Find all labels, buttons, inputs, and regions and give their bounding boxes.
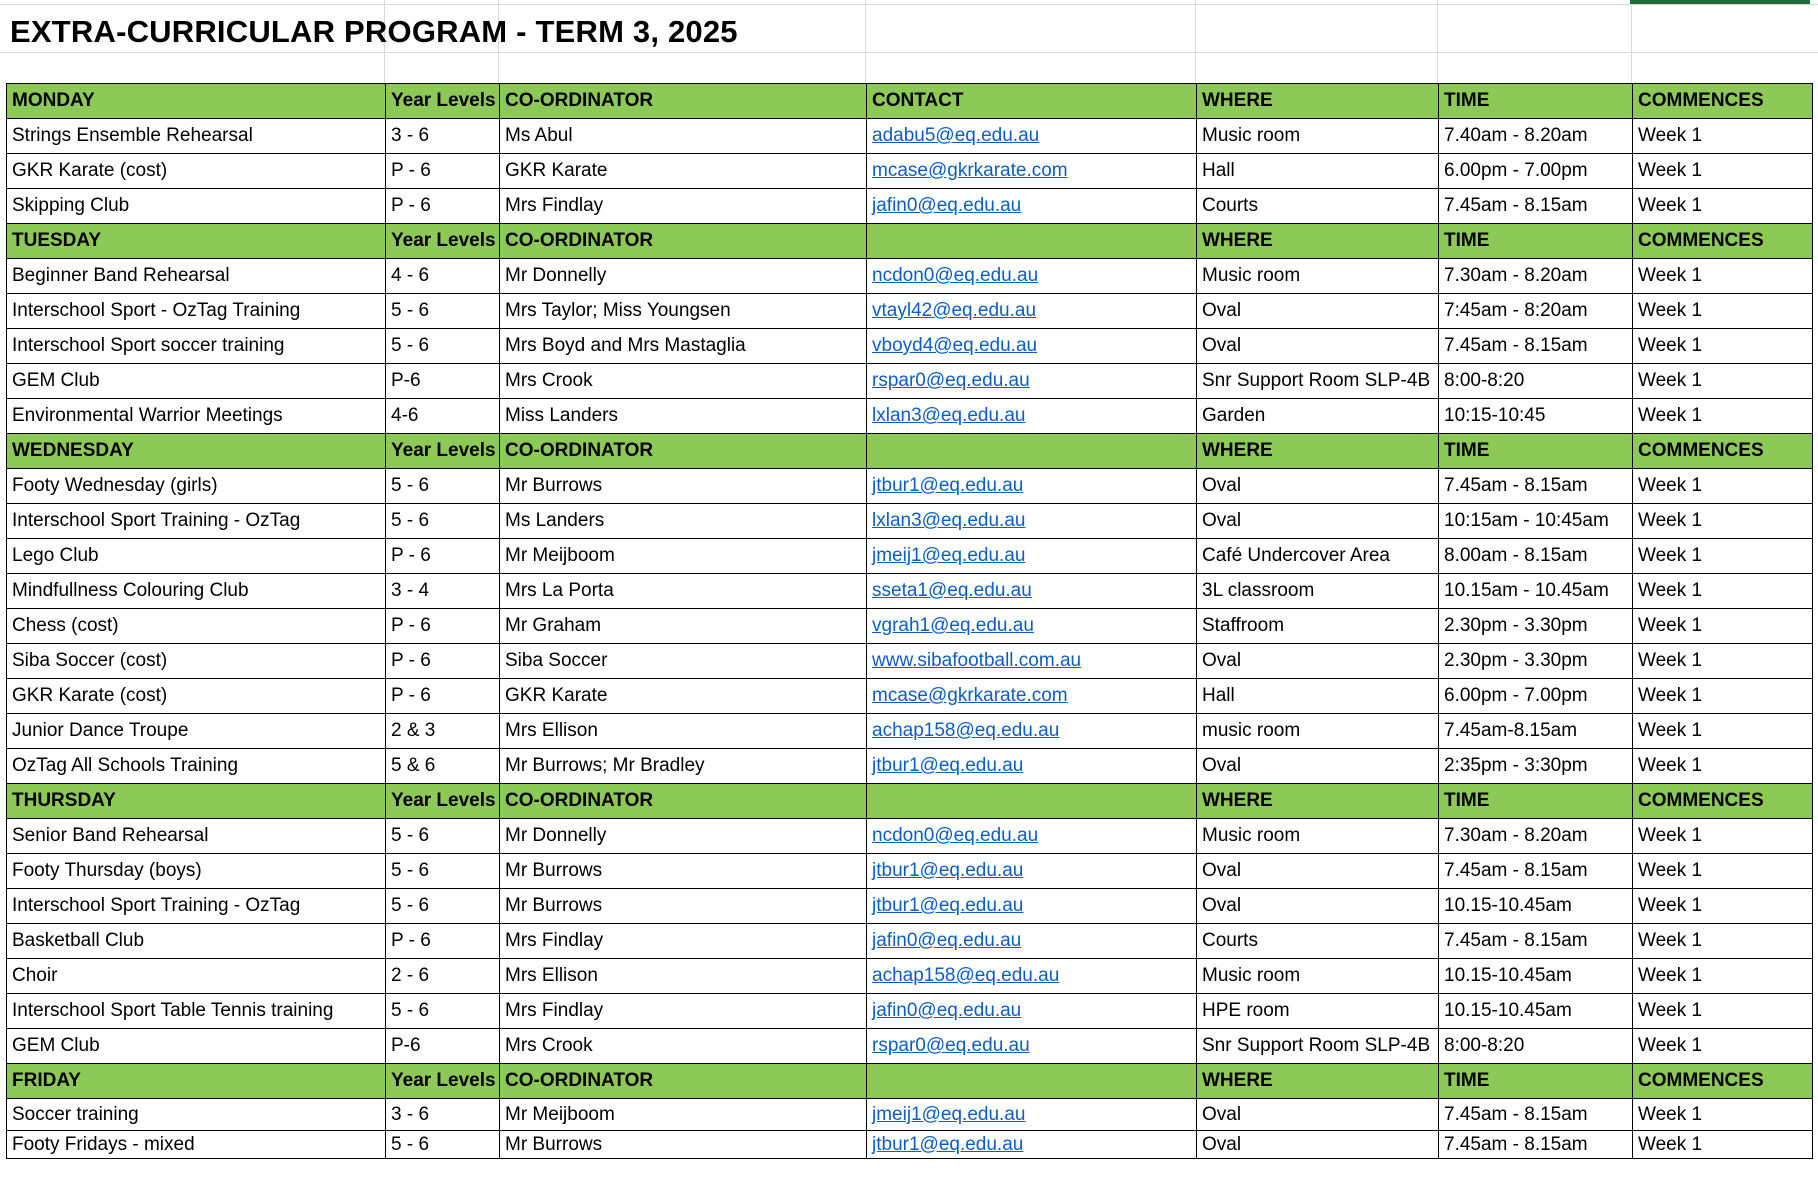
cell-year-levels[interactable]: 4 - 6 [386, 259, 500, 294]
table-row [7, 1029, 1813, 1064]
cell-year-levels[interactable]: P-6 [386, 1029, 500, 1064]
table-row [7, 959, 1813, 994]
header-cell-time[interactable]: TIME [1439, 1064, 1633, 1099]
cell-activity[interactable]: Footy Fridays - mixed [7, 1131, 386, 1159]
cell-where[interactable]: Oval [1197, 889, 1439, 924]
cell-where[interactable]: Oval [1197, 329, 1439, 364]
cell-commences[interactable]: Week 1 [1633, 644, 1813, 679]
cell-coordinator[interactable]: Mrs Crook [500, 364, 867, 399]
cell-time[interactable]: 7:45am - 8:20am [1439, 294, 1633, 329]
cell-commences[interactable]: Week 1 [1633, 819, 1813, 854]
cell-time[interactable]: 7.45am-8.15am [1439, 714, 1633, 749]
header-cell-commences[interactable]: COMMENCES [1633, 1064, 1813, 1099]
cell-where[interactable]: HPE room [1197, 994, 1439, 1029]
program-table [6, 83, 1813, 1159]
table-row [7, 609, 1813, 644]
cell-where[interactable]: music room [1197, 714, 1439, 749]
header-cell-where[interactable]: WHERE [1197, 784, 1439, 819]
cell-activity[interactable]: Basketball Club [7, 924, 386, 959]
cell-coordinator[interactable]: Mr Burrows [500, 854, 867, 889]
cell-time[interactable]: 7.45am - 8.15am [1439, 924, 1633, 959]
cell-where[interactable]: Music room [1197, 259, 1439, 294]
table-row [7, 889, 1813, 924]
cell-coordinator[interactable]: Mr Meijboom [500, 1099, 867, 1131]
cell-commences[interactable]: Week 1 [1633, 329, 1813, 364]
cell-coordinator[interactable]: Mr Meijboom [500, 539, 867, 574]
cell-coordinator[interactable]: Mrs Findlay [500, 924, 867, 959]
cell-coordinator[interactable]: Mr Burrows [500, 889, 867, 924]
table-row [7, 679, 1813, 714]
section-header-row [7, 1064, 1813, 1099]
cell-time[interactable]: 7.45am - 8.15am [1439, 854, 1633, 889]
table-row [7, 329, 1813, 364]
cell-where[interactable]: Music room [1197, 959, 1439, 994]
cell-commences[interactable]: Week 1 [1633, 504, 1813, 539]
cell-time[interactable]: 6.00pm - 7.00pm [1439, 679, 1633, 714]
cell-where[interactable]: Oval [1197, 1131, 1439, 1159]
cell-commences[interactable]: Week 1 [1633, 364, 1813, 399]
contact-link[interactable]: jmeij1@eq.edu.au [872, 1103, 1026, 1125]
cell-contact[interactable] [867, 329, 1197, 364]
cell-activity[interactable]: Interschool Sport Training - OzTag [7, 504, 386, 539]
cell-commences[interactable]: Week 1 [1633, 399, 1813, 434]
cell-commences[interactable]: Week 1 [1633, 1029, 1813, 1064]
cell-time[interactable]: 7.40am - 8.20am [1439, 119, 1633, 154]
contact-link[interactable]: jafin0@eq.edu.au [872, 930, 1022, 951]
contact-link[interactable]: jtbur1@eq.edu.au [872, 895, 1024, 916]
cell-commences[interactable]: Week 1 [1633, 1131, 1813, 1159]
cell-where[interactable]: Hall [1197, 679, 1439, 714]
contact-link[interactable]: sseta1@eq.edu.au [872, 580, 1032, 601]
contact-link[interactable]: jmeij1@eq.edu.au [872, 545, 1026, 566]
header-cell-year-levels[interactable]: Year Levels [386, 784, 500, 819]
cell-coordinator[interactable]: Siba Soccer [500, 644, 867, 679]
contact-link[interactable]: jafin0@eq.edu.au [872, 195, 1022, 216]
cell-contact[interactable] [867, 679, 1197, 714]
cell-activity[interactable]: GKR Karate (cost) [7, 679, 386, 714]
cell-coordinator[interactable]: Mr Graham [500, 609, 867, 644]
cell-year-levels[interactable]: 2 & 3 [386, 714, 500, 749]
cell-time[interactable]: 10:15am - 10:45am [1439, 504, 1633, 539]
cell-time[interactable]: 10.15-10.45am [1439, 889, 1633, 924]
table-row [7, 399, 1813, 434]
cell-activity[interactable]: Interschool Sport Training - OzTag [7, 889, 386, 924]
cell-where[interactable]: Oval [1197, 504, 1439, 539]
table-row [7, 714, 1813, 749]
cell-commences[interactable]: Week 1 [1633, 189, 1813, 224]
cell-activity[interactable]: GKR Karate (cost) [7, 154, 386, 189]
cell-activity[interactable]: Soccer training [7, 1099, 386, 1131]
header-cell-contact[interactable] [867, 434, 1197, 469]
cell-coordinator[interactable]: Mrs Findlay [500, 994, 867, 1029]
header-cell-contact[interactable] [867, 224, 1197, 259]
cell-activity[interactable]: Beginner Band Rehearsal [7, 259, 386, 294]
contact-link[interactable]: www.sibafootball.com.au [872, 650, 1082, 671]
cell-where[interactable]: Staffroom [1197, 609, 1439, 644]
cell-contact[interactable] [867, 504, 1197, 539]
header-cell-coordinator[interactable]: CO-ORDINATOR [500, 84, 867, 119]
cell-year-levels[interactable]: P - 6 [386, 609, 500, 644]
cell-year-levels[interactable]: 5 - 6 [386, 294, 500, 329]
cell-where[interactable]: Music room [1197, 119, 1439, 154]
cell-activity[interactable]: Environmental Warrior Meetings [7, 399, 386, 434]
cell-activity[interactable]: Interschool Sport - OzTag Training [7, 294, 386, 329]
section-header-row [7, 84, 1813, 119]
cell-commences[interactable]: Week 1 [1633, 259, 1813, 294]
cell-contact[interactable] [867, 539, 1197, 574]
cell-contact[interactable] [867, 609, 1197, 644]
contact-link[interactable]: vtayl42@eq.edu.au [872, 300, 1037, 321]
cell-time[interactable]: 7.30am - 8.20am [1439, 259, 1633, 294]
cell-time[interactable]: 7.45am - 8.15am [1439, 329, 1633, 364]
contact-link[interactable]: jtbur1@eq.edu.au [872, 755, 1024, 776]
cell-coordinator[interactable]: Miss Landers [500, 399, 867, 434]
header-cell-coordinator[interactable]: CO-ORDINATOR [500, 434, 867, 469]
table-row [7, 539, 1813, 574]
header-cell-contact[interactable] [867, 784, 1197, 819]
cell-coordinator[interactable]: Mrs Ellison [500, 959, 867, 994]
contact-link[interactable]: vgrah1@eq.edu.au [872, 615, 1034, 636]
gridline [1195, 0, 1196, 84]
contact-link[interactable]: jtbur1@eq.edu.au [872, 860, 1024, 881]
cell-year-levels[interactable]: P - 6 [386, 644, 500, 679]
table-row [7, 1099, 1813, 1131]
cell-commences[interactable]: Week 1 [1633, 539, 1813, 574]
cell-coordinator[interactable]: Mrs Boyd and Mrs Mastaglia [500, 329, 867, 364]
cell-contact[interactable] [867, 1029, 1197, 1064]
header-cell-where[interactable]: WHERE [1197, 224, 1439, 259]
cell-year-levels[interactable]: 5 - 6 [386, 1131, 500, 1159]
cell-where[interactable]: Snr Support Room SLP-4B [1197, 364, 1439, 399]
cell-activity[interactable]: Choir [7, 959, 386, 994]
contact-link[interactable]: rspar0@eq.edu.au [872, 1035, 1030, 1056]
header-cell-time[interactable]: TIME [1439, 84, 1633, 119]
header-cell-activity[interactable]: TUESDAY [7, 224, 386, 259]
cell-commences[interactable]: Week 1 [1633, 959, 1813, 994]
cell-time[interactable]: 7.45am - 8.15am [1439, 1099, 1633, 1131]
cell-where[interactable]: Café Undercover Area [1197, 539, 1439, 574]
cell-contact[interactable] [867, 854, 1197, 889]
active-cell-indicator [1630, 0, 1810, 4]
cell-contact[interactable] [867, 1099, 1197, 1131]
cell-where[interactable]: Snr Support Room SLP-4B [1197, 1029, 1439, 1064]
cell-where[interactable]: Courts [1197, 189, 1439, 224]
cell-commences[interactable]: Week 1 [1633, 714, 1813, 749]
cell-time[interactable]: 2:35pm - 3:30pm [1439, 749, 1633, 784]
header-cell-commences[interactable]: COMMENCES [1633, 434, 1813, 469]
table-row [7, 1131, 1813, 1159]
cell-contact[interactable] [867, 364, 1197, 399]
cell-contact[interactable] [867, 714, 1197, 749]
header-cell-activity[interactable]: MONDAY [7, 84, 386, 119]
sheet-title[interactable]: EXTRA-CURRICULAR PROGRAM - TERM 3, 2025 [10, 14, 738, 49]
table-row [7, 469, 1813, 504]
cell-activity[interactable]: Footy Thursday (boys) [7, 854, 386, 889]
cell-time[interactable]: 10.15-10.45am [1439, 994, 1633, 1029]
cell-time[interactable]: 2.30pm - 3.30pm [1439, 644, 1633, 679]
cell-coordinator[interactable]: Mr Donnelly [500, 259, 867, 294]
cell-year-levels[interactable]: P - 6 [386, 154, 500, 189]
table-row [7, 189, 1813, 224]
cell-activity[interactable]: Siba Soccer (cost) [7, 644, 386, 679]
gridline [1631, 0, 1632, 84]
contact-link[interactable]: ncdon0@eq.edu.au [872, 265, 1039, 286]
section-header-row [7, 784, 1813, 819]
cell-coordinator[interactable]: Mrs La Porta [500, 574, 867, 609]
cell-contact[interactable] [867, 644, 1197, 679]
table-row [7, 854, 1813, 889]
cell-year-levels[interactable]: 3 - 6 [386, 1099, 500, 1131]
cell-where[interactable]: 3L classroom [1197, 574, 1439, 609]
cell-contact[interactable] [867, 574, 1197, 609]
header-cell-commences[interactable]: COMMENCES [1633, 224, 1813, 259]
cell-where[interactable]: Oval [1197, 644, 1439, 679]
header-cell-year-levels[interactable]: Year Levels [386, 434, 500, 469]
header-cell-time[interactable]: TIME [1439, 784, 1633, 819]
cell-time[interactable]: 7.30am - 8.20am [1439, 819, 1633, 854]
cell-commences[interactable]: Week 1 [1633, 679, 1813, 714]
table-body [7, 84, 1813, 1159]
cell-contact[interactable] [867, 469, 1197, 504]
cell-activity[interactable]: Skipping Club [7, 189, 386, 224]
header-cell-where[interactable]: WHERE [1197, 1064, 1439, 1099]
cell-time[interactable]: 8:00-8:20 [1439, 1029, 1633, 1064]
header-cell-where[interactable]: WHERE [1197, 84, 1439, 119]
cell-year-levels[interactable]: P-6 [386, 364, 500, 399]
section-header-row [7, 224, 1813, 259]
cell-contact[interactable] [867, 399, 1197, 434]
cell-coordinator[interactable]: GKR Karate [500, 679, 867, 714]
cell-contact[interactable] [867, 889, 1197, 924]
cell-activity[interactable]: Chess (cost) [7, 609, 386, 644]
cell-where[interactable]: Oval [1197, 294, 1439, 329]
cell-coordinator[interactable]: Mr Burrows [500, 1131, 867, 1159]
cell-commences[interactable]: Week 1 [1633, 574, 1813, 609]
header-cell-activity[interactable]: FRIDAY [7, 1064, 386, 1099]
cell-time[interactable]: 7.45am - 8.15am [1439, 469, 1633, 504]
cell-coordinator[interactable]: Mrs Findlay [500, 189, 867, 224]
table-row [7, 294, 1813, 329]
header-cell-where[interactable]: WHERE [1197, 434, 1439, 469]
cell-commences[interactable]: Week 1 [1633, 154, 1813, 189]
cell-commences[interactable]: Week 1 [1633, 294, 1813, 329]
table-row [7, 154, 1813, 189]
cell-where[interactable]: Oval [1197, 749, 1439, 784]
cell-commences[interactable]: Week 1 [1633, 609, 1813, 644]
cell-activity[interactable]: Junior Dance Troupe [7, 714, 386, 749]
cell-coordinator[interactable]: Ms Abul [500, 119, 867, 154]
cell-year-levels[interactable]: 5 - 6 [386, 469, 500, 504]
cell-where[interactable]: Hall [1197, 154, 1439, 189]
cell-coordinator[interactable]: Ms Landers [500, 504, 867, 539]
cell-coordinator[interactable]: GKR Karate [500, 154, 867, 189]
cell-coordinator[interactable]: Mr Burrows; Mr Bradley [500, 749, 867, 784]
cell-where[interactable]: Music room [1197, 819, 1439, 854]
cell-activity[interactable]: OzTag All Schools Training [7, 749, 386, 784]
cell-coordinator[interactable]: Mrs Crook [500, 1029, 867, 1064]
cell-time[interactable]: 10.15am - 10.45am [1439, 574, 1633, 609]
cell-coordinator[interactable]: Mr Burrows [500, 469, 867, 504]
cell-contact[interactable] [867, 924, 1197, 959]
contact-link[interactable]: vboyd4@eq.edu.au [872, 335, 1038, 356]
cell-where[interactable]: Oval [1197, 854, 1439, 889]
cell-activity[interactable]: Mindfullness Colouring Club [7, 574, 386, 609]
table-row [7, 924, 1813, 959]
cell-contact[interactable] [867, 294, 1197, 329]
gridline [865, 0, 866, 84]
cell-year-levels[interactable]: 5 - 6 [386, 329, 500, 364]
header-cell-contact[interactable] [867, 1064, 1197, 1099]
cell-commences[interactable]: Week 1 [1633, 854, 1813, 889]
cell-commences[interactable]: Week 1 [1633, 749, 1813, 784]
cell-contact[interactable] [867, 994, 1197, 1029]
contact-link[interactable]: achap158@eq.edu.au [872, 720, 1060, 741]
contact-link[interactable]: lxlan3@eq.edu.au [872, 510, 1026, 531]
cell-year-levels[interactable]: 4-6 [386, 399, 500, 434]
header-cell-activity[interactable]: WEDNESDAY [7, 434, 386, 469]
cell-commences[interactable]: Week 1 [1633, 924, 1813, 959]
contact-link[interactable]: jtbur1@eq.edu.au [872, 1133, 1024, 1155]
header-cell-year-levels[interactable]: Year Levels [386, 224, 500, 259]
header-cell-time[interactable]: TIME [1439, 224, 1633, 259]
cell-contact[interactable] [867, 819, 1197, 854]
cell-contact[interactable] [867, 154, 1197, 189]
gridline [0, 4, 1818, 5]
header-cell-commences[interactable]: COMMENCES [1633, 84, 1813, 119]
cell-year-levels[interactable]: 5 - 6 [386, 994, 500, 1029]
contact-link[interactable]: achap158@eq.edu.au [872, 965, 1060, 986]
table-row [7, 364, 1813, 399]
header-cell-year-levels[interactable]: Year Levels [386, 1064, 500, 1099]
cell-commences[interactable]: Week 1 [1633, 889, 1813, 924]
cell-contact[interactable] [867, 119, 1197, 154]
table-row [7, 644, 1813, 679]
cell-where[interactable]: Oval [1197, 1099, 1439, 1131]
cell-year-levels[interactable]: P - 6 [386, 924, 500, 959]
cell-time[interactable]: 8:00-8:20 [1439, 364, 1633, 399]
header-cell-time[interactable]: TIME [1439, 434, 1633, 469]
cell-time[interactable]: 10.15-10.45am [1439, 959, 1633, 994]
cell-year-levels[interactable]: 5 - 6 [386, 819, 500, 854]
gridline [1437, 0, 1438, 84]
cell-year-levels[interactable]: P - 6 [386, 539, 500, 574]
contact-link[interactable]: mcase@gkrkarate.com [872, 160, 1068, 181]
cell-coordinator[interactable]: Mr Donnelly [500, 819, 867, 854]
cell-activity[interactable]: Strings Ensemble Rehearsal [7, 119, 386, 154]
header-cell-coordinator[interactable]: CO-ORDINATOR [500, 1064, 867, 1099]
cell-year-levels[interactable]: 5 - 6 [386, 504, 500, 539]
cell-contact[interactable] [867, 1131, 1197, 1159]
table-row [7, 504, 1813, 539]
header-cell-activity[interactable]: THURSDAY [7, 784, 386, 819]
cell-where[interactable]: Oval [1197, 469, 1439, 504]
cell-year-levels[interactable]: 3 - 6 [386, 119, 500, 154]
cell-year-levels[interactable]: 5 - 6 [386, 889, 500, 924]
table-row [7, 574, 1813, 609]
cell-year-levels[interactable]: P - 6 [386, 189, 500, 224]
header-cell-commences[interactable]: COMMENCES [1633, 784, 1813, 819]
cell-time[interactable]: 7.45am - 8.15am [1439, 1131, 1633, 1159]
cell-coordinator[interactable]: Mrs Taylor; Miss Youngsen [500, 294, 867, 329]
cell-activity[interactable]: Footy Wednesday (girls) [7, 469, 386, 504]
cell-year-levels[interactable]: 5 - 6 [386, 854, 500, 889]
table-row [7, 819, 1813, 854]
cell-activity[interactable]: GEM Club [7, 364, 386, 399]
cell-year-levels[interactable]: 5 & 6 [386, 749, 500, 784]
contact-link[interactable]: mcase@gkrkarate.com [872, 685, 1068, 706]
cell-activity[interactable]: Lego Club [7, 539, 386, 574]
cell-where[interactable]: Courts [1197, 924, 1439, 959]
cell-activity[interactable]: Senior Band Rehearsal [7, 819, 386, 854]
contact-link[interactable]: jtbur1@eq.edu.au [872, 475, 1024, 496]
cell-year-levels[interactable]: P - 6 [386, 679, 500, 714]
cell-year-levels[interactable]: 2 - 6 [386, 959, 500, 994]
cell-contact[interactable] [867, 259, 1197, 294]
section-header-row [7, 434, 1813, 469]
cell-commences[interactable]: Week 1 [1633, 994, 1813, 1029]
cell-where[interactable]: Garden [1197, 399, 1439, 434]
table-row [7, 259, 1813, 294]
header-cell-coordinator[interactable]: CO-ORDINATOR [500, 224, 867, 259]
cell-commences[interactable]: Week 1 [1633, 119, 1813, 154]
cell-coordinator[interactable]: Mrs Ellison [500, 714, 867, 749]
cell-time[interactable]: 7.45am - 8.15am [1439, 189, 1633, 224]
cell-contact[interactable] [867, 959, 1197, 994]
cell-time[interactable]: 10:15-10:45 [1439, 399, 1633, 434]
contact-link[interactable]: jafin0@eq.edu.au [872, 1000, 1022, 1021]
cell-time[interactable]: 6.00pm - 7.00pm [1439, 154, 1633, 189]
cell-activity[interactable]: GEM Club [7, 1029, 386, 1064]
cell-contact[interactable] [867, 189, 1197, 224]
cell-contact[interactable] [867, 749, 1197, 784]
cell-activity[interactable]: Interschool Sport soccer training [7, 329, 386, 364]
cell-commences[interactable]: Week 1 [1633, 469, 1813, 504]
header-cell-year-levels[interactable]: Year Levels [386, 84, 500, 119]
cell-activity[interactable]: Interschool Sport Table Tennis training [7, 994, 386, 1029]
cell-time[interactable]: 8.00am - 8.15am [1439, 539, 1633, 574]
contact-link[interactable]: lxlan3@eq.edu.au [872, 405, 1026, 426]
table-row [7, 119, 1813, 154]
contact-link[interactable]: ncdon0@eq.edu.au [872, 825, 1039, 846]
contact-link[interactable]: rspar0@eq.edu.au [872, 370, 1030, 391]
cell-year-levels[interactable]: 3 - 4 [386, 574, 500, 609]
cell-commences[interactable]: Week 1 [1633, 1099, 1813, 1131]
table-row [7, 994, 1813, 1029]
header-cell-coordinator[interactable]: CO-ORDINATOR [500, 784, 867, 819]
contact-link[interactable]: adabu5@eq.edu.au [872, 125, 1040, 146]
table-row [7, 749, 1813, 784]
header-cell-contact[interactable]: CONTACT [867, 84, 1197, 119]
cell-time[interactable]: 2.30pm - 3.30pm [1439, 609, 1633, 644]
